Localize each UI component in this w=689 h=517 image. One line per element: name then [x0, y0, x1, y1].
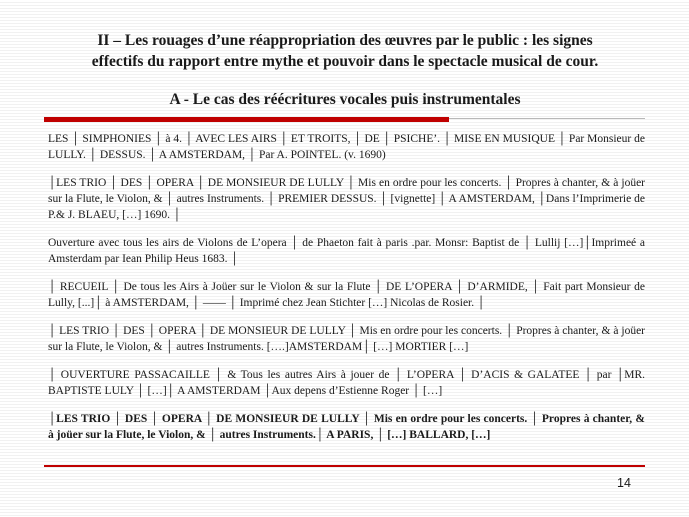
footer-divider: [44, 465, 645, 467]
slide-subtitle: A - Le cas des réécritures vocales puis instrumentales: [169, 91, 521, 108]
citation-paragraph-5: │ LES TRIO │ DES │ OPERA │ DE MONSIEUR DE LULLY │ Mis en ordre pour les concerts. │ Propres à chanter, & à joüer sur la Flute, le Violon, & │ autres Instruments. [….]AMSTERDAM│ […] MORTIER […]: [48, 325, 645, 353]
slide-title-line-2: effectifs du rapport entre mythe et pouvoir dans le spectacle musical de cour.: [91, 53, 599, 70]
citation-paragraph-7: │LES TRIO │ DES │ OPERA │ DE MONSIEUR DE LULLY │ Mis en ordre pour les concerts. │ Propres à chanter, & à joüer sur la Flute, le Violon, & │ autres Instruments.│ A PARIS, │ […] BALLARD, […]: [48, 413, 645, 441]
slide-title-line-1: II – Les rouages d’une réappropriation des œuvres par le public : les signes: [97, 32, 593, 49]
slide-body: [48, 131, 645, 455]
slide-title: [40, 30, 650, 72]
citation-paragraph-4: │ RECUEIL │ De tous les Airs à Joüer sur le Violon & sur la Flute │ DE L’OPERA │ D’ARMIDE, │ Fait part Monsieur de Lully, [...]│ à AMSTERDAM, │ —— │ Imprimé chez Jean Stichter […] Nicolas de Rosier. │: [48, 281, 645, 309]
header-accent-bar: [44, 117, 449, 122]
citation-paragraph-1: LES │ SIMPHONIES │ à 4. │ AVEC LES AIRS │ ET TROITS, │ DE │ PSICHE’. │ MISE EN MUSIQUE │ Par Monsieur de LULLY. │ DESSUS. │ A AMSTERDAM, │ Par A. POINTEL. (v. 1690): [48, 133, 645, 161]
page-number: 14: [617, 476, 631, 490]
citation-paragraph-3: Ouverture avec tous les airs de Violons de L’opera │ de Phaeton fait à paris .par. Monsr: Baptist de │ Lullij […]│Imprimeé a Amsterdam par Iean Philip Heus 1683. │: [48, 237, 645, 265]
citation-paragraph-2: │LES TRIO │ DES │ OPERA │ DE MONSIEUR DE LULLY │ Mis en ordre pour les concerts. │ Propres à chanter, & à joüer sur la Flute, le Violon, & │ autres Instruments. │ PREMIER DESSUS. │ [vignette] │ A AMSTERDAM, │Dans l’Imprimerie de P.& J. BLAEU, […] 1690. │: [48, 177, 645, 221]
citation-paragraph-6: │ OUVERTURE PASSACAILLE │ & Tous les autres Airs à jouer de │ L’OPERA │ D’ACIS & GALATEE │ par │MR. BAPTISTE LULY │ […]│ A AMSTERDAM │Aux depens d’Estienne Roger │ […]: [48, 369, 645, 397]
